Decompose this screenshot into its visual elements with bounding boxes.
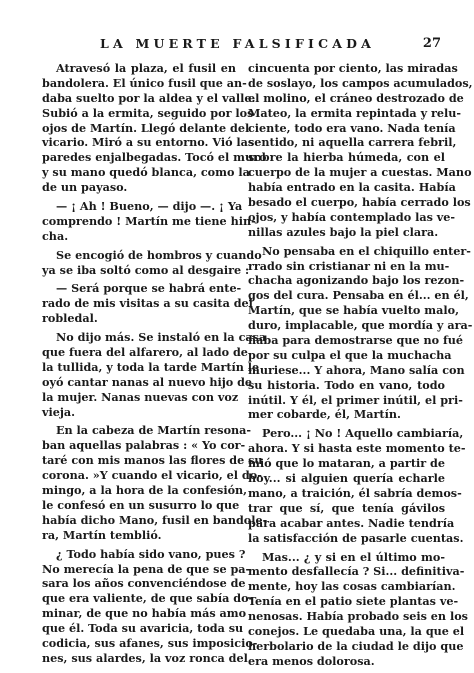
right-column (248, 61, 473, 673)
text-line: mió que lo mataran, a partir de (248, 456, 445, 471)
text-line: ahora. Y si hasta este momento te- (248, 441, 466, 456)
text-line: taré con mis manos las flores de su (42, 453, 263, 468)
text-line: — ¡ Ah ! Bueno, — dijo —. ¡ Ya (56, 199, 243, 214)
text-line: rado de mis visitas a su casita del (42, 296, 253, 311)
text-line: ciente, todo era vano. Nada tenía (248, 120, 456, 135)
text-line: Mas... ¿ y si en el último mo- (262, 549, 445, 564)
paragraph (42, 247, 262, 278)
page-number: 27 (422, 36, 441, 51)
running-head (0, 36, 474, 54)
text-line: Tenía en el patio siete plantas ve- (248, 594, 459, 609)
text-line: muriese... Y ahora, Mano salía con (248, 362, 465, 377)
text-line: la satisfacción de pasarle cuentas. (248, 530, 464, 545)
text-line: inútil. Y él, el primer inútil, el pri- (248, 392, 463, 407)
text-line: mano, a traición, él sabría demos- (248, 485, 462, 500)
text-line: codicia, sus afanes, sus imposicio- (42, 635, 258, 650)
text-line: Se encogió de hombros y cuando (56, 247, 262, 262)
paragraph (42, 546, 258, 666)
text-line: minar, de que no había más amo (42, 606, 247, 621)
text-line: No merecía la pena de que se pa- (42, 561, 251, 576)
text-line: chacha agonizando bajo los rezon- (248, 273, 465, 288)
text-line: — Será porque se habrá ente- (56, 281, 242, 296)
text-line: que fuera del alfarero, al lado de (42, 345, 248, 360)
text-line: mento desfallecía ? Si... definitiva- (248, 564, 465, 579)
text-line: sobre la hierba húmeda, con el (248, 150, 445, 165)
text-line: Atravesó la plaza, el fusil en (56, 61, 236, 75)
paragraph (42, 281, 253, 326)
text-line: había entrado en la casita. Había (248, 180, 456, 195)
text-line: Pero... ¡ No ! Aquello cambiaría, (262, 426, 464, 441)
text-line: ¿ Todo había sido vano, pues ? (56, 546, 246, 561)
text-line: le confesó en un susurro lo que (42, 497, 240, 512)
paragraph (42, 330, 267, 419)
text-line: besado el cuerpo, había cerrado los (248, 195, 471, 210)
text-line: oyó cantar nanas al nuevo hijo de (42, 374, 253, 389)
paragraph (248, 426, 466, 545)
paragraph (248, 61, 473, 240)
text-line: ban aquellas palabras : « Yo cor- (42, 438, 246, 453)
text-line: En la cabeza de Martín resona- (56, 423, 252, 438)
text-line: por su culpa el que la muchacha (248, 347, 452, 362)
text-line: Subió a la ermita, seguido por los (42, 105, 254, 120)
text-line: corona. »Y cuando el vicario, el do- (42, 468, 262, 483)
text-line: de un payaso. (42, 180, 128, 195)
text-line: rrado sin cristianar ni en la mu- (248, 258, 450, 273)
text-line: bandolera. El único fusil que an- (42, 75, 247, 90)
text-line: sentido, ni aquella carrera febril, (248, 135, 457, 150)
text-line: que era valiente, de que sabía do- (42, 591, 254, 606)
text-line: cuerpo de la mujer a cuestas. Mano (248, 165, 472, 180)
text-line: mingo, a la hora de la confesión, (42, 483, 248, 498)
text-line: conejos. Le quedaba una, la que el (248, 623, 465, 638)
text-line: mente, hoy las cosas cambiarían. (248, 579, 456, 594)
text-line: paredes enjalbegadas. Tocó el muro (42, 150, 267, 165)
text-line: nillas azules bajo la piel clara. (248, 224, 439, 239)
text-line: sara los años convenciéndose de (42, 576, 246, 591)
paragraph (42, 199, 256, 244)
text-line: ya se iba soltó como al desgaire : (42, 262, 250, 277)
text-line: nes, sus alardes, la voz ronca del (42, 650, 248, 665)
text-line: hoy... si alguien quería echarle (248, 471, 445, 486)
paragraph (248, 549, 468, 669)
text-line: ra, Martín temblió. (42, 527, 162, 542)
text-line: cha. (42, 228, 69, 243)
text-line: ojos, y había contemplado las ve- (248, 209, 456, 224)
text-line: que él. Toda su avaricia, toda su (42, 621, 244, 636)
text-line: gos del cura. Pensaba en él... en él, (248, 288, 469, 303)
paragraph (248, 243, 473, 423)
text-line: robledal. (42, 311, 98, 326)
text-line: No pensaba en el chiquillo enter- (262, 243, 471, 258)
text-line: comprendo ! Martín me tiene hin- (42, 213, 256, 228)
text-line: cincuenta por ciento, las miradas (248, 61, 458, 75)
text-line: ñaba para demostrarse que no fué (248, 333, 464, 348)
text-line: era menos dolorosa. (248, 653, 375, 668)
text-line: vieja. (42, 404, 76, 419)
text-line: para acabar antes. Nadie tendría (248, 515, 455, 530)
paragraph (42, 61, 267, 195)
running-title: LA MUERTE FALSIFICADA (100, 36, 376, 51)
paragraph (42, 423, 268, 542)
text-line: duro, implacable, que mordía y ara- (248, 318, 473, 333)
left-column (42, 61, 268, 670)
text-line: la tullida, y toda la tarde Martín le (42, 359, 260, 374)
text-line: vicario. Miró a su entorno. Vió las (42, 135, 255, 150)
text-line: y su mano quedó blanca, como la (42, 165, 250, 180)
text-line: Mateo, la ermita repintada y relu- (248, 105, 462, 120)
text-line: nenosas. Había probado seis en los (248, 609, 468, 624)
text-line: había dicho Mano, fusil en bandole- (42, 512, 268, 527)
text-line: el molino, el cráneo destrozado de (248, 90, 464, 105)
text-line: de soslayo, los campos acumulados, (248, 75, 473, 90)
text-line: mer cobarde, él, Martín. (248, 407, 401, 422)
text-line: daba suelto por la aldea y el valle. (42, 90, 256, 105)
text-line: su historia. Todo en vano, todo (248, 377, 445, 392)
text-line: la mujer. Nanas nuevas con voz (42, 389, 239, 404)
text-line: Martín, que se había vuelto malo, (248, 303, 459, 318)
text-line: herbolario de la ciudad le dijo que (248, 638, 464, 653)
text-line: ojos de Martín. Llegó delante del (42, 120, 250, 135)
text-line: trar que sí, que tenía gávilos (248, 500, 445, 515)
text-line: No dijo más. Se instaló en la casa (56, 330, 267, 345)
